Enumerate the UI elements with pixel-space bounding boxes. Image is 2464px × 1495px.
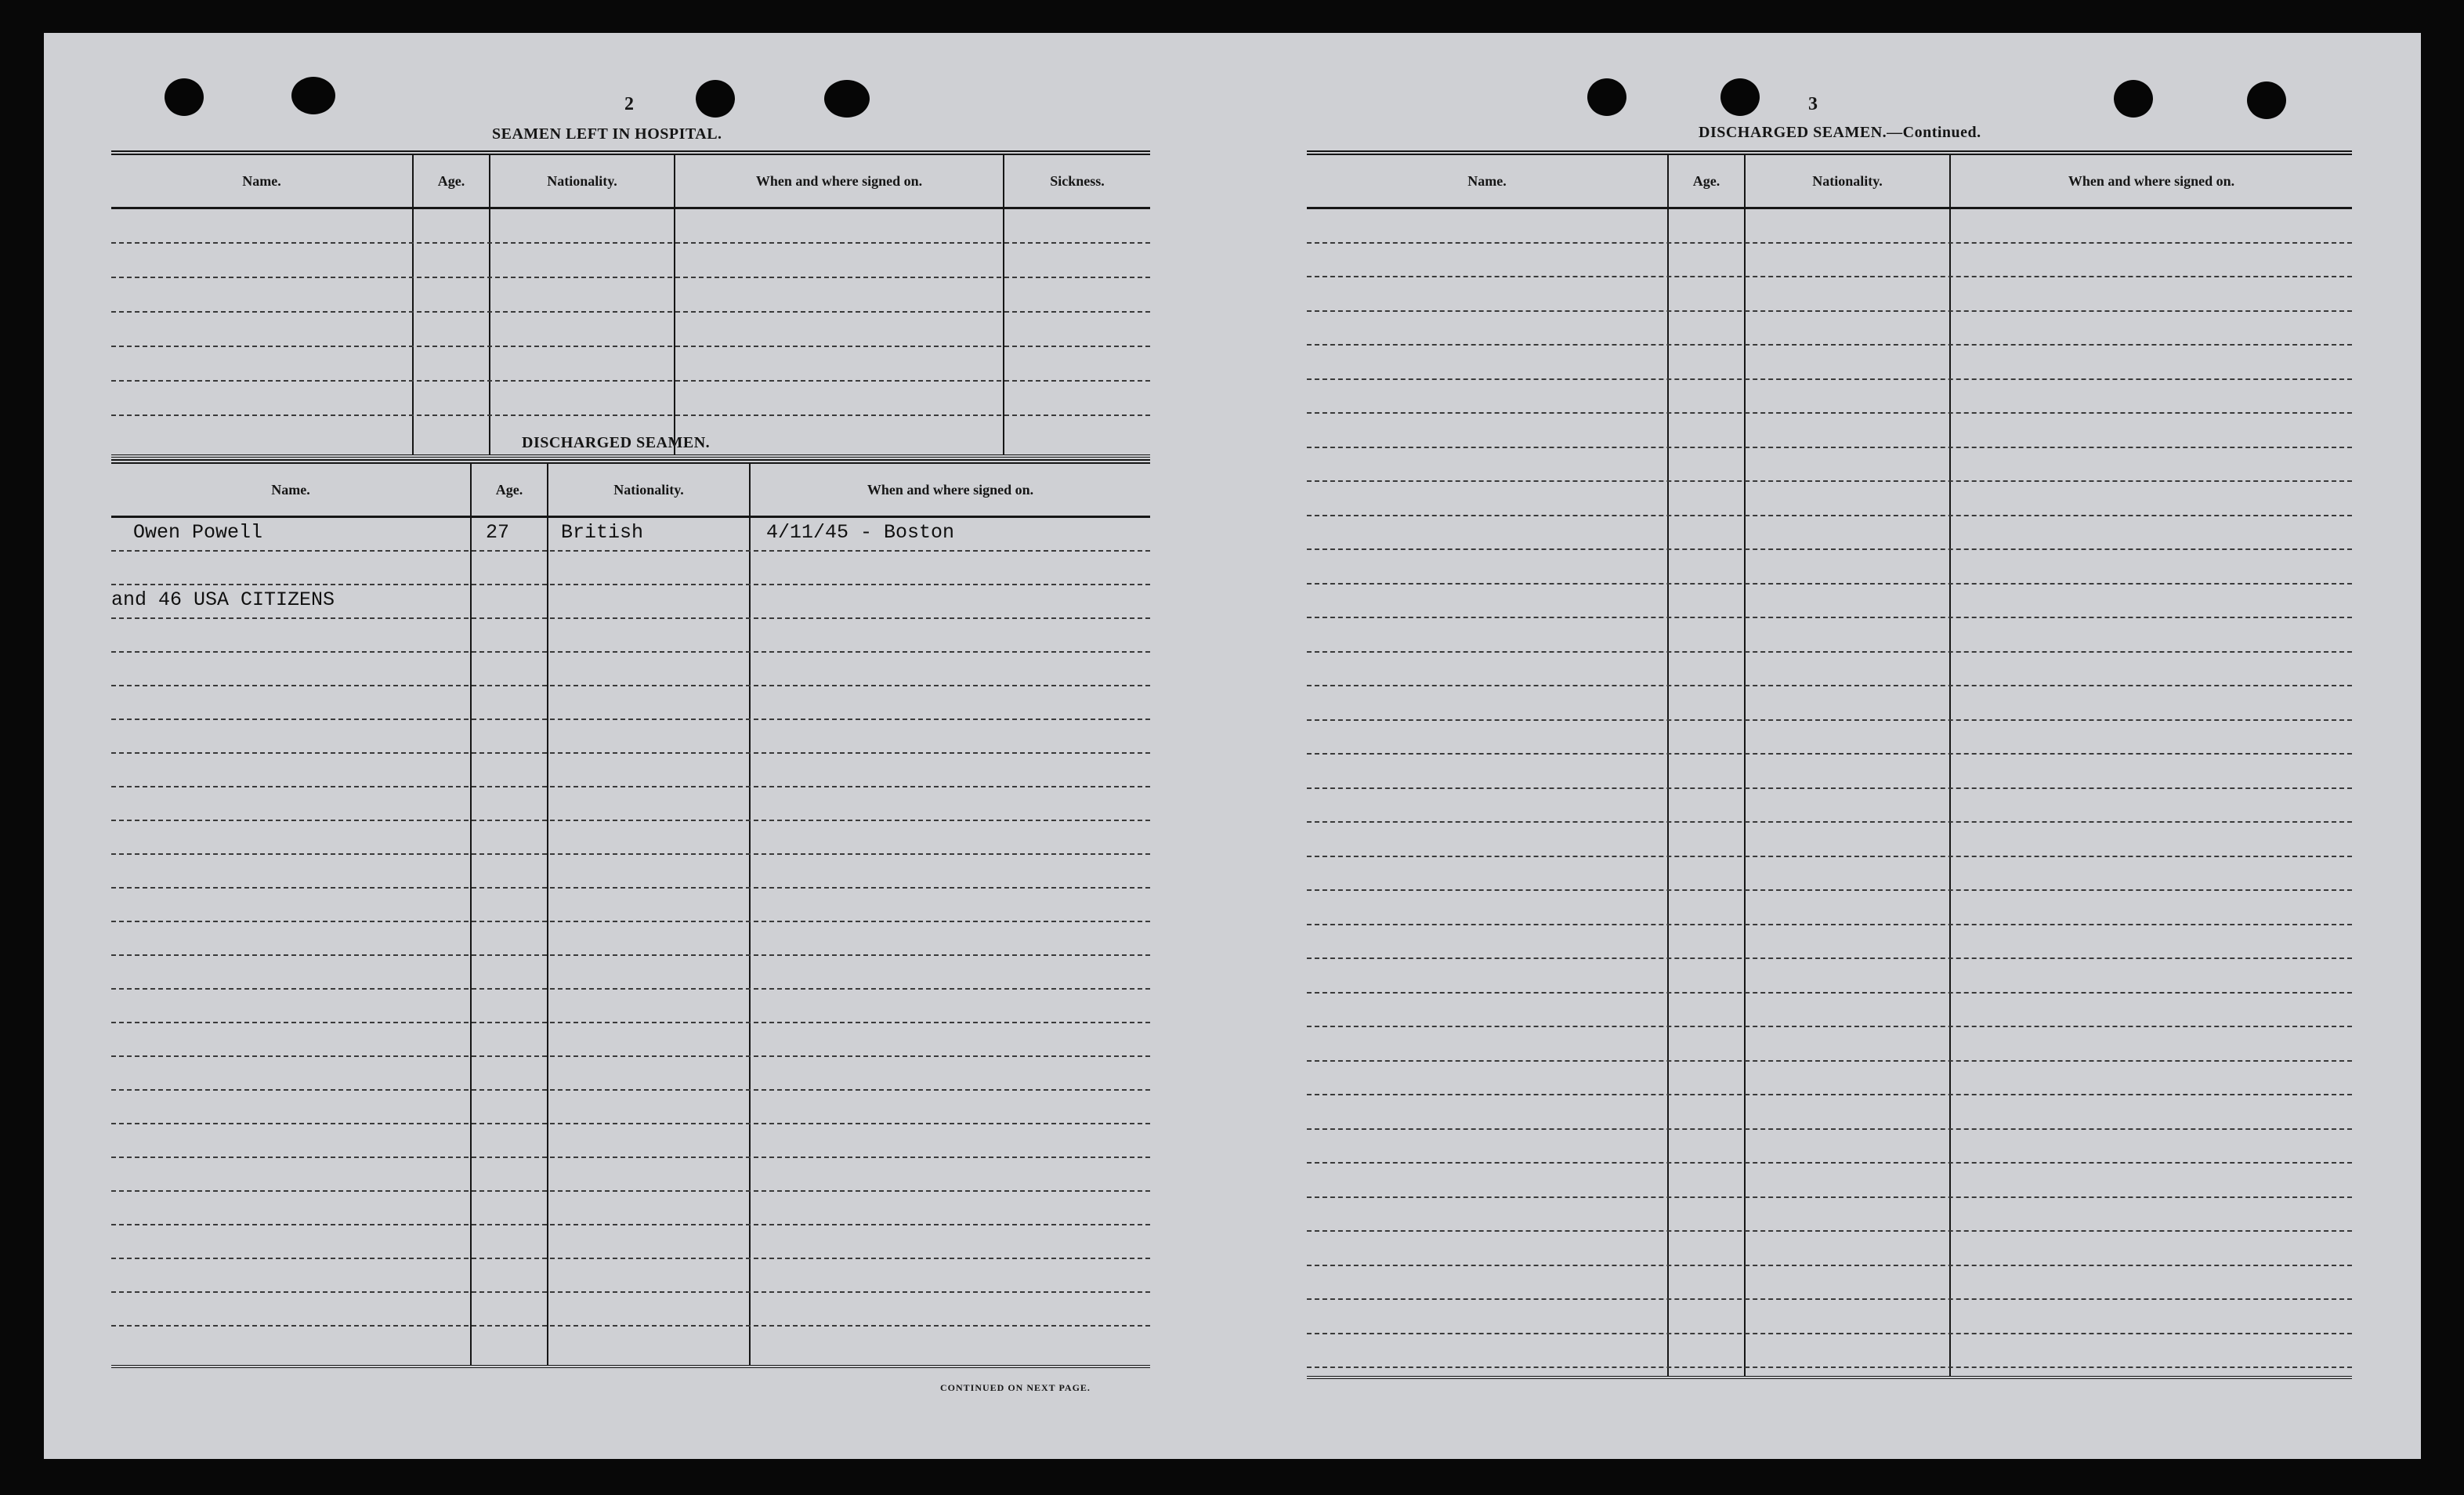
table-row bbox=[111, 585, 1150, 619]
discharged-table-header bbox=[111, 464, 1150, 518]
table-row bbox=[1307, 1232, 2352, 1266]
table-row bbox=[111, 382, 1150, 416]
table-row bbox=[1307, 482, 2352, 516]
table-row bbox=[1307, 277, 2352, 312]
table-row bbox=[1307, 959, 2352, 994]
discharged-table bbox=[111, 459, 1150, 1368]
table-row bbox=[111, 1091, 1150, 1124]
table-row bbox=[111, 1225, 1150, 1259]
table-row bbox=[111, 889, 1150, 922]
punch-hole bbox=[291, 77, 335, 114]
table-row bbox=[1307, 1095, 2352, 1130]
table-row bbox=[111, 518, 1150, 552]
table-row bbox=[1307, 823, 2352, 857]
continued-rows bbox=[1307, 209, 2352, 1368]
hospital-table bbox=[111, 150, 1150, 458]
table-row bbox=[111, 244, 1150, 278]
table-row bbox=[111, 552, 1150, 585]
table-row bbox=[111, 1023, 1150, 1057]
table-row bbox=[111, 313, 1150, 347]
table-row bbox=[1307, 380, 2352, 414]
punch-hole bbox=[165, 78, 204, 116]
left-page bbox=[44, 33, 1266, 1459]
discharged-continued-title: DISCHARGED SEAMEN.—Continued. bbox=[1699, 124, 1981, 141]
table-row bbox=[1307, 925, 2352, 960]
col-nationality: Nationality. bbox=[547, 172, 617, 189]
discharged-rows bbox=[111, 518, 1150, 1327]
table-row bbox=[1307, 789, 2352, 824]
col-signed-on: When and where signed on. bbox=[2068, 172, 2235, 189]
cell-name: and 46 USA CITIZENS bbox=[111, 588, 335, 611]
table-row bbox=[111, 821, 1150, 855]
table-row bbox=[1307, 721, 2352, 755]
table-row bbox=[1307, 209, 2352, 244]
table-row bbox=[1307, 1300, 2352, 1334]
punch-hole bbox=[2114, 80, 2153, 118]
table-row bbox=[1307, 891, 2352, 925]
col-name: Name. bbox=[1467, 172, 1507, 189]
table-row bbox=[1307, 346, 2352, 380]
table-row bbox=[111, 956, 1150, 990]
table-row bbox=[111, 653, 1150, 686]
table-row bbox=[1307, 448, 2352, 483]
scanned-form bbox=[44, 33, 2421, 1459]
page-number: 3 bbox=[1808, 94, 1818, 114]
right-page bbox=[1266, 33, 2421, 1459]
table-row bbox=[111, 1158, 1150, 1192]
table-row bbox=[111, 619, 1150, 653]
table-row bbox=[1307, 312, 2352, 346]
table-row bbox=[111, 990, 1150, 1023]
table-row bbox=[111, 686, 1150, 720]
page-number: 2 bbox=[624, 94, 634, 114]
col-age: Age. bbox=[495, 481, 523, 498]
punch-hole bbox=[1720, 78, 1760, 116]
table-row bbox=[111, 347, 1150, 382]
punch-hole bbox=[824, 80, 870, 118]
table-row bbox=[111, 1293, 1150, 1327]
table-row bbox=[1307, 857, 2352, 892]
table-row bbox=[1307, 516, 2352, 551]
table-row bbox=[1307, 1334, 2352, 1369]
discharged-continued-table bbox=[1307, 150, 2352, 1379]
table-row bbox=[111, 720, 1150, 754]
table-row bbox=[1307, 244, 2352, 278]
table-row bbox=[1307, 585, 2352, 619]
punch-hole bbox=[2247, 81, 2286, 119]
cell-age: 27 bbox=[486, 521, 510, 544]
hospital-rows bbox=[111, 209, 1150, 416]
col-name: Name. bbox=[242, 172, 281, 189]
table-row bbox=[1307, 1027, 2352, 1062]
table-row bbox=[1307, 1198, 2352, 1233]
punch-hole bbox=[1587, 78, 1626, 116]
punch-hole bbox=[696, 80, 735, 118]
table-row bbox=[111, 1192, 1150, 1225]
table-row bbox=[1307, 1164, 2352, 1198]
col-sickness: Sickness. bbox=[1050, 172, 1105, 189]
col-signed-on: When and where signed on. bbox=[755, 172, 923, 189]
table-row bbox=[111, 855, 1150, 889]
continued-note: CONTINUED ON NEXT PAGE. bbox=[940, 1382, 1091, 1393]
col-signed-on: When and where signed on. bbox=[867, 481, 1034, 498]
table-row bbox=[1307, 686, 2352, 721]
table-row bbox=[111, 754, 1150, 787]
cell-nationality: British bbox=[561, 521, 644, 544]
table-row bbox=[111, 922, 1150, 956]
table-row bbox=[111, 1259, 1150, 1293]
table-row bbox=[111, 1124, 1150, 1158]
table-row bbox=[1307, 1062, 2352, 1096]
col-name: Name. bbox=[271, 481, 310, 498]
table-row bbox=[111, 209, 1150, 244]
table-row bbox=[111, 787, 1150, 821]
cell-signed-on: 4/11/45 - Boston bbox=[766, 521, 955, 544]
discharged-section-title: DISCHARGED SEAMEN. bbox=[522, 434, 711, 451]
col-nationality: Nationality. bbox=[1812, 172, 1883, 189]
table-row bbox=[1307, 994, 2352, 1028]
table-row bbox=[1307, 1130, 2352, 1164]
hospital-section-title: SEAMEN LEFT IN HOSPITAL. bbox=[492, 125, 722, 143]
col-age: Age. bbox=[437, 172, 465, 189]
col-age: Age. bbox=[1692, 172, 1720, 189]
table-row bbox=[1307, 618, 2352, 653]
table-row bbox=[1307, 653, 2352, 687]
hospital-table-header bbox=[111, 155, 1150, 209]
table-row bbox=[1307, 550, 2352, 585]
table-row bbox=[1307, 1266, 2352, 1301]
cell-name: Owen Powell bbox=[133, 521, 263, 544]
table-row bbox=[1307, 755, 2352, 789]
col-nationality: Nationality. bbox=[613, 481, 684, 498]
table-row bbox=[111, 278, 1150, 313]
continued-table-header bbox=[1307, 155, 2352, 209]
table-row bbox=[1307, 414, 2352, 448]
table-row bbox=[111, 1057, 1150, 1091]
